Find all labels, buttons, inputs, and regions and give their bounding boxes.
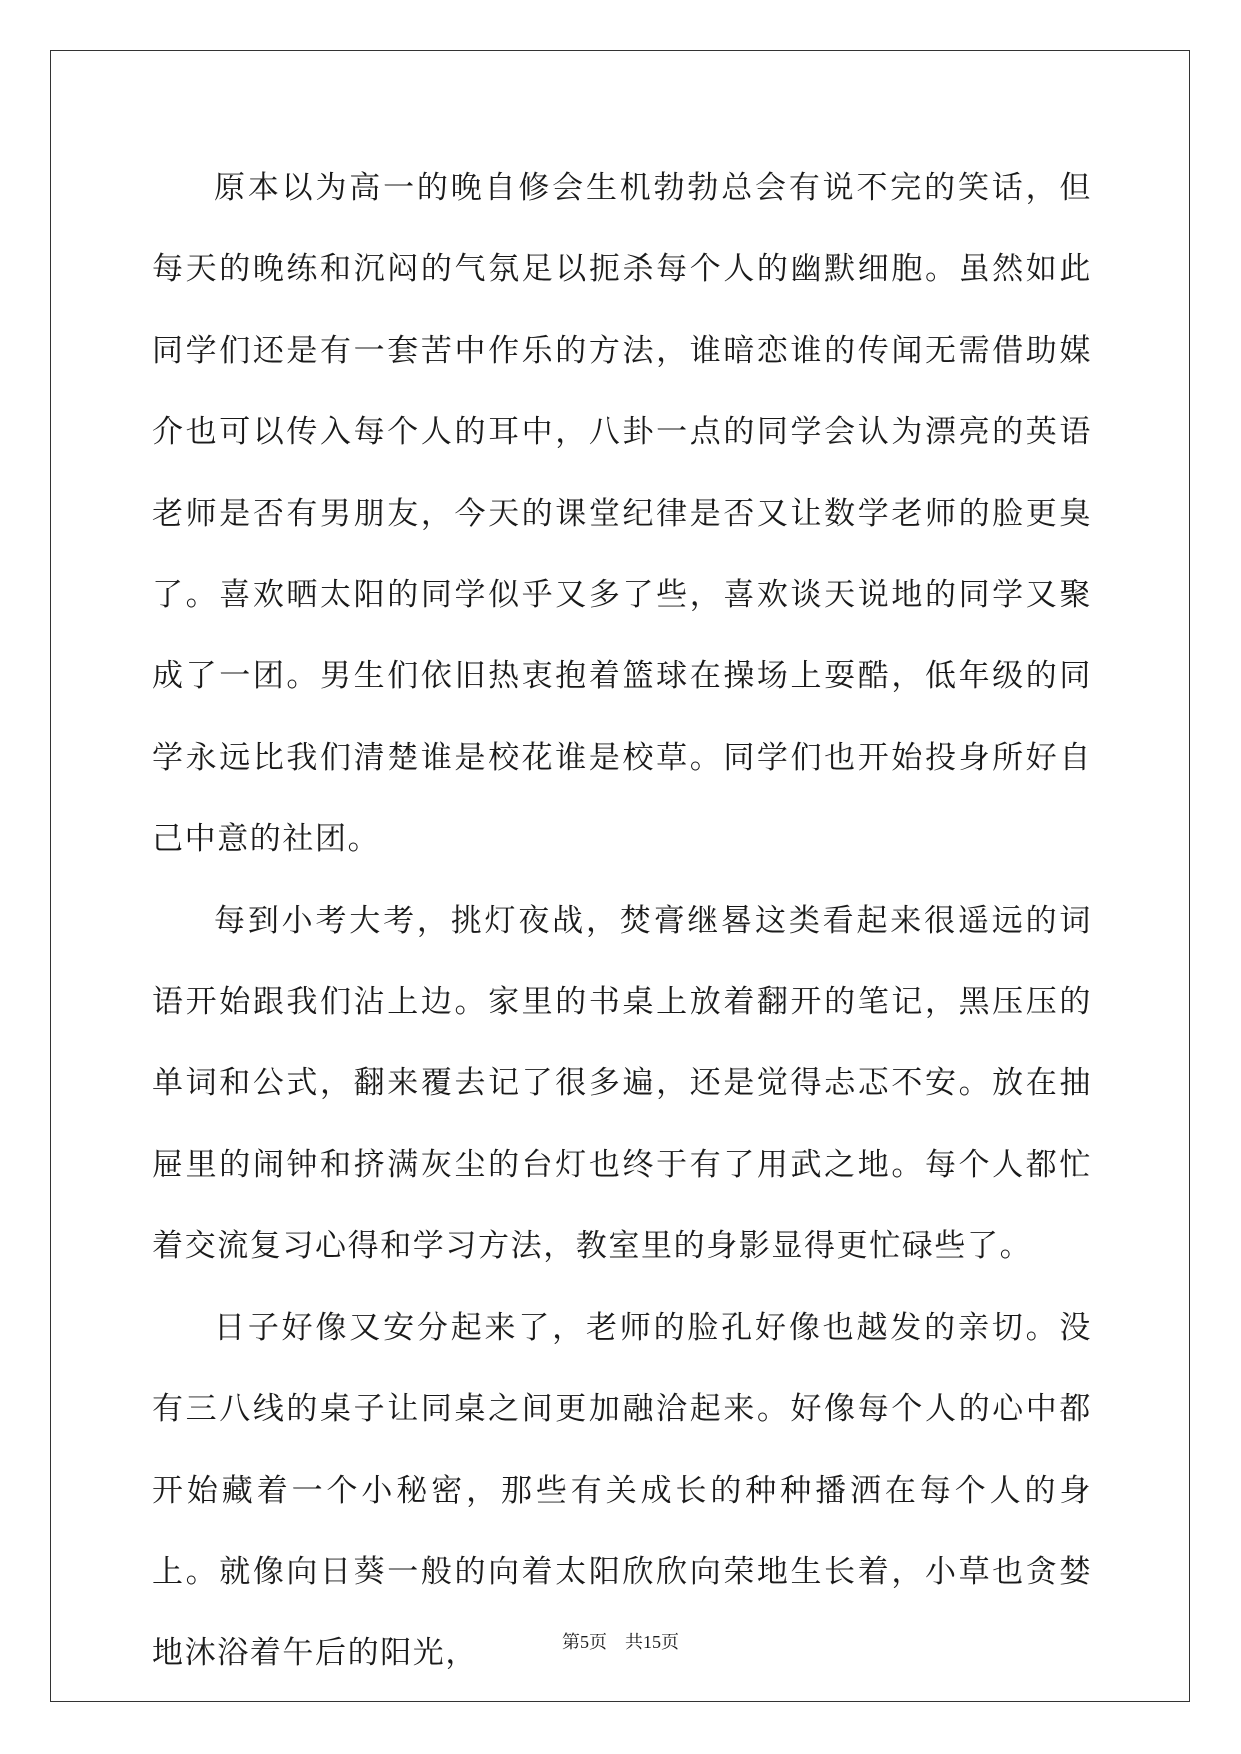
paragraph-2: 每到小考大考，挑灯夜战，焚膏继晷这类看起来很遥远的词语开始跟我们沾上边。家里的书桌上放着翻开的笔记，黑压压的单词和公式，翻来覆去记了很多遍，还是觉得忐忑不安。放在抽屉里的闹钟和挤满灰尘的台灯也终于有了用武之地。每个人都忙着交流复习心得和学习方法，教室里的身影显得更忙碌些了。 (152, 902, 1092, 1265)
page-number-current: 第5页 (562, 1632, 607, 1652)
page-footer (0, 1628, 1241, 1654)
paragraph-3: 日子好像又安分起来了，老师的脸孔好像也越发的亲切。没有三八线的桌子让同桌之间更加融洽起来。好像每个人的心中都开始藏着一个小秘密，那些有关成长的种种播洒在每个人的身上。就像向日葵一般的向着太阳欣欣向荣地生长着，小草也贪婪地沐浴着午后的阳光， (152, 1309, 1092, 1672)
page-number-total: 共15页 (625, 1632, 679, 1652)
paragraph-1: 原本以为高一的晚自修会生机勃勃总会有说不完的笑话，但每天的晚练和沉闷的气氛足以扼杀每个人的幽默细胞。虽然如此同学们还是有一套苦中作乐的方法，谁暗恋谁的传闻无需借助媒介也可以传入每个人的耳中，八卦一点的同学会认为漂亮的英语老师是否有男朋友，今天的课堂纪律是否又让数学老师的脸更臭了。喜欢晒太阳的同学似乎又多了些，喜欢谈天说地的同学又聚成了一团。男生们依旧热衷抱着篮球在操场上耍酷，低年级的同学永远比我们清楚谁是校花谁是校草。同学们也开始投身所好自己中意的社团。 (152, 170, 1092, 858)
document-body (152, 148, 1092, 1695)
